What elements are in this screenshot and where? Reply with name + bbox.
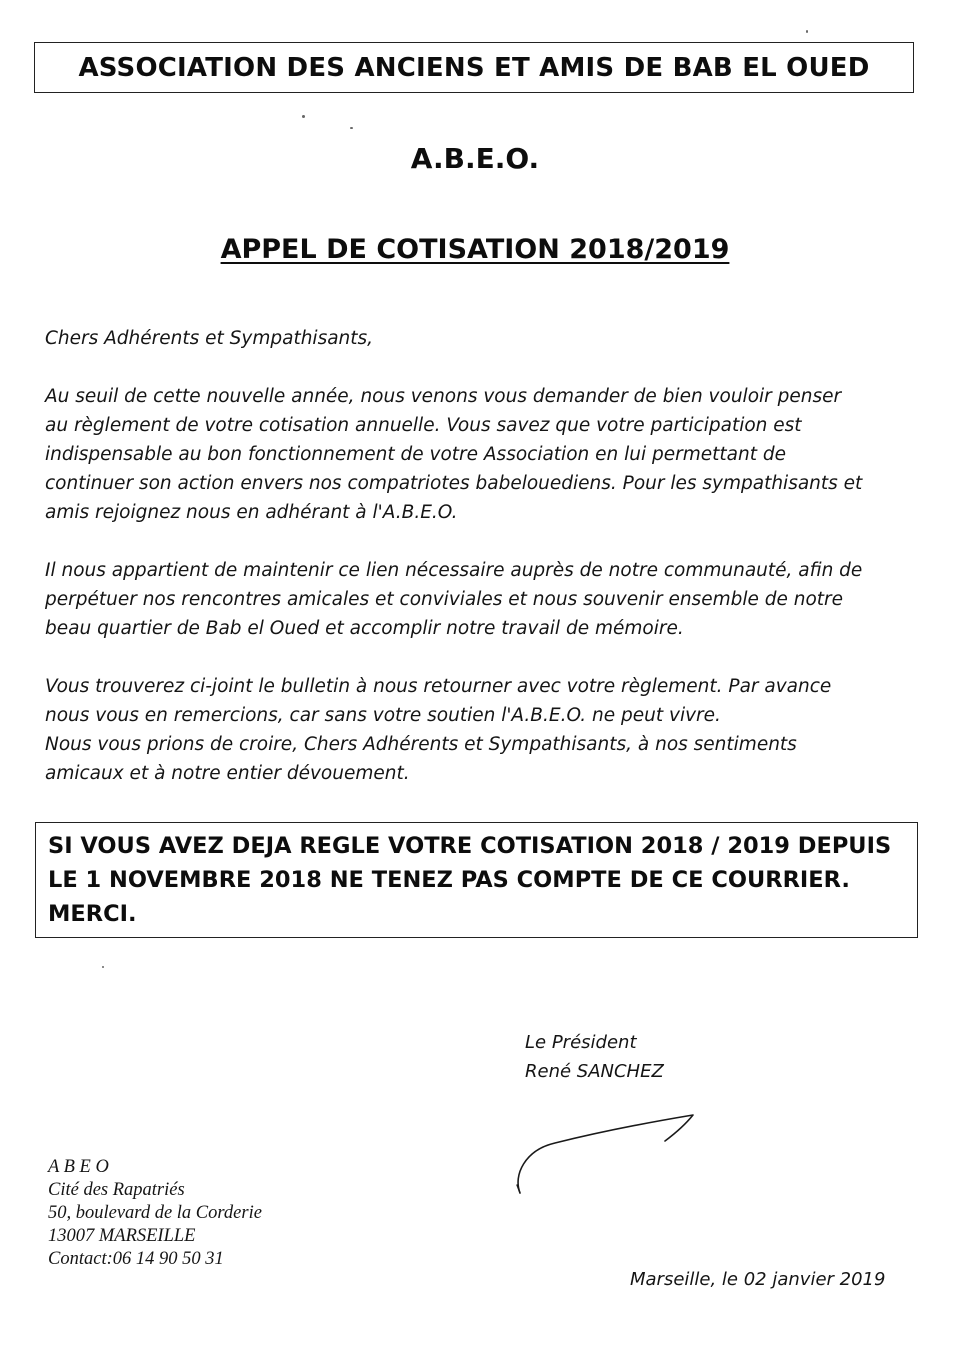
paragraph-line: amis rejoignez nous en adhérant à l'A.B.E.O. — [45, 502, 458, 523]
address-line: 50, boulevard de la Corderie — [48, 1203, 262, 1223]
notice-line: SI VOUS AVEZ DEJA REGLE VOTRE COTISATION 2018 / 2019 DEPUIS — [48, 833, 892, 859]
paragraph-line: Nous vous prions de croire, Chers Adhérents et Sympathisants, à nos sentiments — [45, 734, 797, 755]
place-and-date: Marseille, le 02 janvier 2019 — [630, 1269, 886, 1290]
signer-block — [525, 1028, 664, 1086]
paragraph-line: Au seuil de cette nouvelle année, nous venons vous demander de bien vouloir penser — [45, 386, 842, 407]
address-line: A B E O — [48, 1157, 109, 1177]
paragraph-line: perpétuer nos rencontres amicales et conviviales et nous souvenir ensemble de notre — [45, 589, 844, 610]
payment-notice-box — [35, 822, 918, 938]
document-title-text: APPEL DE COTISATION 2018/2019 — [220, 234, 730, 265]
paragraph-line: beau quartier de Bab el Oued et accomplir notre travail de mémoire. — [45, 618, 684, 639]
paragraph-line: continuer son action envers nos compatriotes babelouediens. Pour les sympathisants et — [45, 473, 863, 494]
signer-name: René SANCHEZ — [525, 1061, 664, 1082]
paragraph-line: Il nous appartient de maintenir ce lien nécessaire auprès de notre communauté, afin de — [45, 560, 863, 581]
scan-speck — [806, 30, 808, 33]
paragraph-1 — [45, 382, 925, 527]
signer-role: Le Président — [525, 1032, 637, 1053]
paragraph-3 — [45, 672, 925, 788]
scan-speck — [102, 966, 104, 968]
address-line: 13007 MARSEILLE — [48, 1226, 196, 1246]
association-name: ASSOCIATION DES ANCIENS ET AMIS DE BAB EL OUED — [78, 52, 870, 83]
paragraph-line: Vous trouverez ci-joint le bulletin à nous retourner avec votre règlement. Par avance — [45, 676, 832, 697]
greeting — [45, 324, 925, 353]
notice-line: MERCI. — [48, 901, 137, 927]
document-title — [0, 234, 950, 265]
paragraph-line: amicaux et à notre entier dévouement. — [45, 763, 410, 784]
scan-speck — [350, 127, 353, 129]
paragraph-line: au règlement de votre cotisation annuelle. Vous savez que votre participation est — [45, 415, 802, 436]
association-header-box — [34, 42, 914, 93]
paragraph-2 — [45, 556, 925, 643]
address-line: Cité des Rapatriés — [48, 1180, 185, 1200]
greeting-line: Chers Adhérents et Sympathisants, — [45, 328, 374, 349]
association-acronym: A.B.E.O. — [410, 142, 540, 175]
scan-speck — [302, 115, 305, 118]
paragraph-line: indispensable au bon fonctionnement de votre Association en lui permettant de — [45, 444, 786, 465]
address-line: Contact:06 14 90 50 31 — [48, 1249, 224, 1269]
handwritten-signature — [505, 1105, 705, 1205]
association-address — [48, 1156, 262, 1271]
paragraph-line: nous vous en remercions, car sans votre soutien l'A.B.E.O. ne peut vivre. — [45, 705, 721, 726]
notice-line: LE 1 NOVEMBRE 2018 NE TENEZ PAS COMPTE DE CE COURRIER. — [48, 867, 850, 893]
